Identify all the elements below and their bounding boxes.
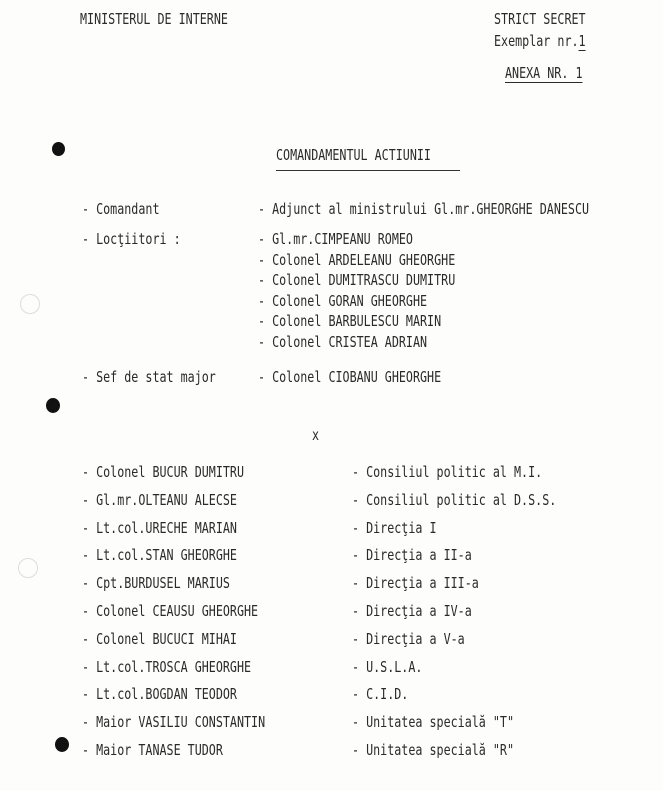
assignment-person: - Maior VASILIU CONSTANTIN [82, 713, 266, 731]
punch-hole-outline [18, 558, 38, 578]
assignment-unit: - Direcţia a IV-a [352, 602, 472, 620]
assignment-person: - Colonel BUCUR DUMITRU [82, 463, 245, 481]
punch-hole-mark [46, 398, 60, 413]
assignment-unit: - Unitatea specială "T" [352, 713, 515, 731]
assignment-person: - Gl.mr.OLTEANU ALECSE [82, 491, 237, 509]
title-underline [276, 170, 460, 171]
command-member: - Colonel BARBULESCU MARIN [258, 312, 442, 330]
punch-hole-mark [52, 142, 65, 156]
command-member: - Colonel CRISTEA ADRIAN [258, 332, 428, 351]
assignment-unit: - Consiliul politic al M.I. [352, 463, 543, 481]
classification-label: STRICT SECRET [494, 10, 586, 28]
command-member: - Gl.mr.CIMPEANU ROMEO [258, 230, 413, 248]
copy-number-line [494, 32, 586, 50]
assignment-person: - Lt.col.BOGDAN TEODOR [82, 685, 237, 703]
assignment-unit: - Unitatea specială "R" [352, 741, 515, 759]
command-member: - Adjunct al ministrului Gl.mr.GHEORGHE DANESCU [258, 200, 590, 218]
assignment-unit: - Direcţia a V-a [352, 630, 465, 648]
command-member: - Colonel DUMITRASCU DUMITRU [258, 271, 456, 289]
assignment-unit: - Direcţia a III-a [352, 574, 479, 592]
document-title: COMANDAMENTUL ACTIUNII [276, 146, 431, 164]
command-role: - Comandant [82, 200, 160, 218]
ministry-heading: MINISTERUL DE INTERNE [80, 10, 228, 28]
assignment-person: - Lt.col.STAN GHEORGHE [82, 546, 237, 564]
command-role: - Sef de stat major [82, 368, 216, 386]
command-member: - Colonel GORAN GHEORGHE [258, 291, 428, 310]
assignment-person: - Lt.col.URECHE MARIAN [82, 519, 237, 537]
command-member: - Colonel CIOBANU GHEORGHE [258, 368, 442, 386]
assignment-person: - Colonel CEAUSU GHEORGHE [82, 602, 259, 620]
copy-label: Exemplar nr. [494, 32, 579, 50]
command-member: - Colonel ARDELEANU GHEORGHE [258, 250, 456, 269]
assignment-unit: - Direcţia I [352, 519, 437, 537]
command-role: - Locţiitori : [82, 230, 181, 248]
assignment-unit: - U.S.L.A. [352, 658, 423, 676]
assignment-unit: - C.I.D. [352, 685, 409, 703]
assignment-person: - Colonel BUCUCI MIHAI [82, 630, 237, 648]
assignment-unit: - Consiliul politic al D.S.S. [352, 491, 557, 509]
assignment-unit: - Direcţia a II-a [352, 546, 472, 564]
assignment-person: - Maior TANASE TUDOR [82, 741, 223, 759]
copy-number: 1 [578, 32, 586, 50]
punch-hole-mark [55, 737, 69, 752]
assignment-person: - Cpt.BURDUSEL MARIUS [82, 574, 230, 592]
assignment-person: - Lt.col.TROSCA GHEORGHE [82, 658, 252, 676]
section-separator: x [312, 426, 320, 444]
annex-label: ANEXA NR. 1 [505, 64, 583, 82]
punch-hole-outline [20, 294, 40, 314]
